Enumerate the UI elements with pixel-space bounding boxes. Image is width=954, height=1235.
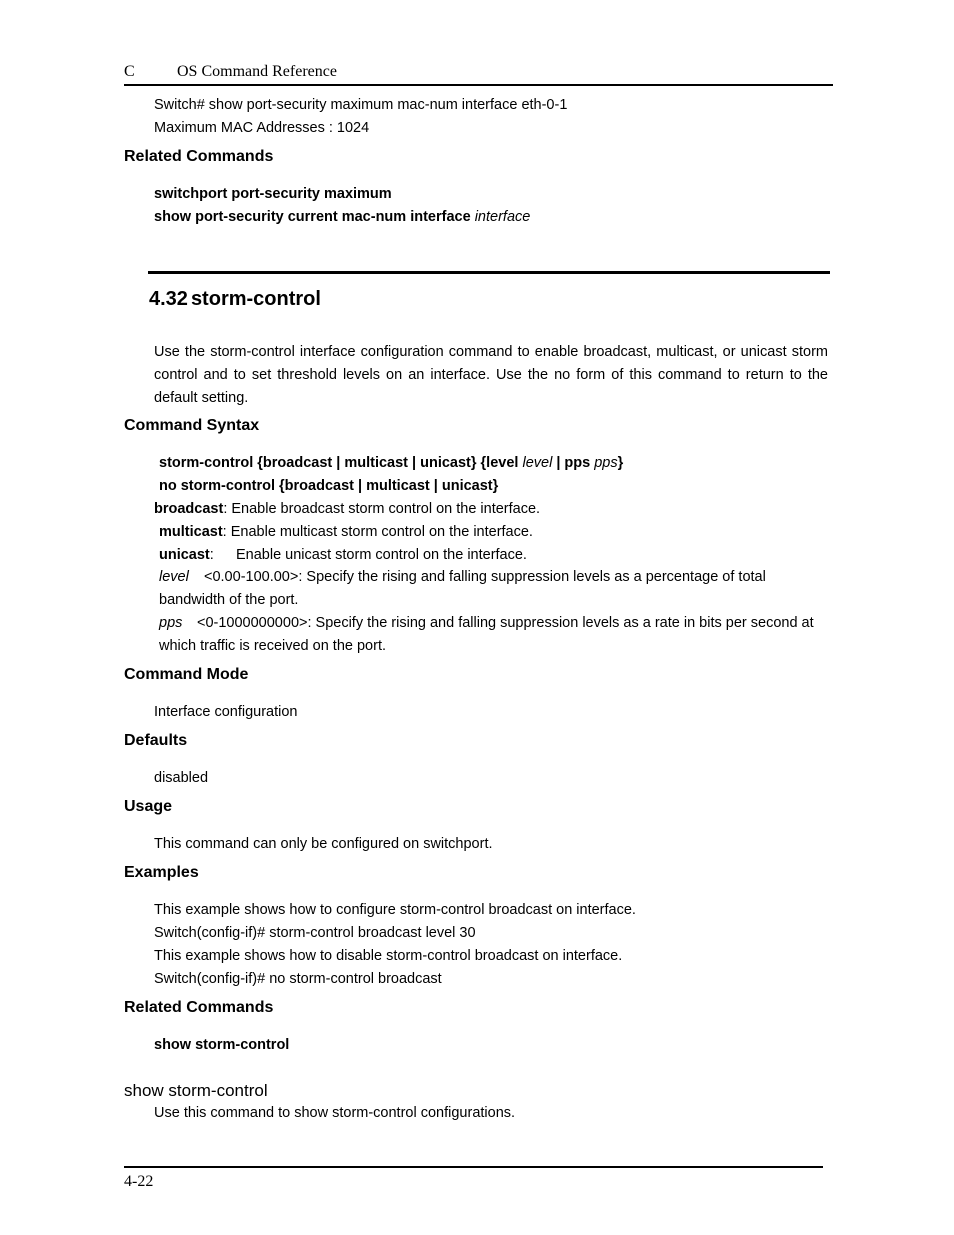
syntax-pps-arg: pps [594, 455, 618, 471]
param-level-desc-cont: bandwidth of the port. [159, 592, 299, 608]
example-line-2: Switch(config-if)# storm-control broadcast level 30 [154, 925, 476, 941]
usage-text: This command can only be configured on switchport. [154, 836, 493, 852]
param-multicast [159, 524, 533, 540]
param-broadcast [154, 501, 540, 517]
command-mode-text: Interface configuration [154, 704, 298, 720]
param-broadcast-desc: : Enable broadcast storm control on the interface. [223, 501, 541, 517]
param-multicast-term: multicast [159, 524, 223, 540]
syntax-line-1-part-a: storm-control {broadcast | multicast | unicast} {level [159, 455, 519, 471]
footer-rule [124, 1166, 823, 1168]
param-pps-desc-cont: which traffic is received on the port. [159, 638, 387, 654]
param-pps-term: pps [159, 615, 183, 631]
usage-heading: Usage [124, 798, 173, 815]
header-title: OS Command Reference [177, 63, 337, 80]
param-pps-desc: <0-1000000000>: Specify the rising and falling suppression levels as a rate in bits per second at [197, 615, 814, 631]
subsection-title: show storm-control [124, 1081, 268, 1100]
section-number: 4.32 [149, 288, 188, 310]
related-command-show: show storm-control [154, 1037, 290, 1053]
param-multicast-desc: : Enable multicast storm control on the interface. [222, 524, 533, 540]
param-unicast-desc: Enable unicast storm control on the interface. [236, 547, 527, 563]
related-command-2 [154, 209, 530, 225]
defaults-text: disabled [154, 770, 209, 786]
section-rule [148, 271, 830, 274]
section-title [149, 288, 321, 311]
syntax-line-2: no storm-control {broadcast | multicast | unicast} [159, 478, 499, 494]
page-number: 4-22 [124, 1173, 154, 1190]
example-output-line: Maximum MAC Addresses : 1024 [154, 120, 370, 136]
related-commands-heading-2: Related Commands [124, 999, 274, 1016]
section-description: Use the storm-control interface configuration command to enable broadcast, multicast, or unicast storm control and to set threshold levels on an interface. Use the no form of this command to return to the default setting. [154, 344, 828, 406]
example-command-line: Switch# show port-security maximum mac-num interface eth-0-1 [154, 97, 568, 113]
example-line-3: This example shows how to disable storm-control broadcast on interface. [154, 948, 623, 964]
param-unicast [159, 547, 214, 563]
syntax-line-1-close: } [617, 455, 624, 471]
param-unicast-term: unicast [159, 547, 210, 563]
example-line-4: Switch(config-if)# no storm-control broadcast [154, 971, 442, 987]
related-command-2-bold: show port-security current mac-num interface [154, 209, 471, 225]
related-commands-heading: Related Commands [124, 148, 274, 165]
related-command-1: switchport port-security maximum [154, 186, 392, 202]
param-unicast-colon: : [209, 547, 214, 563]
related-command-2-arg: interface [474, 209, 531, 225]
header-left-letter: C [124, 63, 135, 80]
syntax-line-1-part-c: | pps [556, 455, 591, 471]
examples-heading: Examples [124, 864, 199, 881]
command-syntax-heading: Command Syntax [124, 417, 260, 434]
param-level-desc: <0.00-100.00>: Specify the rising and falling suppression levels as a percentage of total [204, 569, 766, 585]
param-broadcast-term: broadcast [154, 501, 224, 517]
subsection-text: Use this command to show storm-control configurations. [154, 1105, 516, 1121]
param-level-term: level [159, 569, 189, 585]
example-line-1: This example shows how to configure storm-control broadcast on interface. [154, 902, 636, 918]
header-rule [124, 84, 833, 86]
defaults-heading: Defaults [124, 732, 188, 749]
section-name: storm-control [190, 288, 321, 310]
command-mode-heading: Command Mode [124, 666, 249, 683]
syntax-line-1 [159, 455, 623, 471]
syntax-level-arg: level [522, 455, 553, 471]
